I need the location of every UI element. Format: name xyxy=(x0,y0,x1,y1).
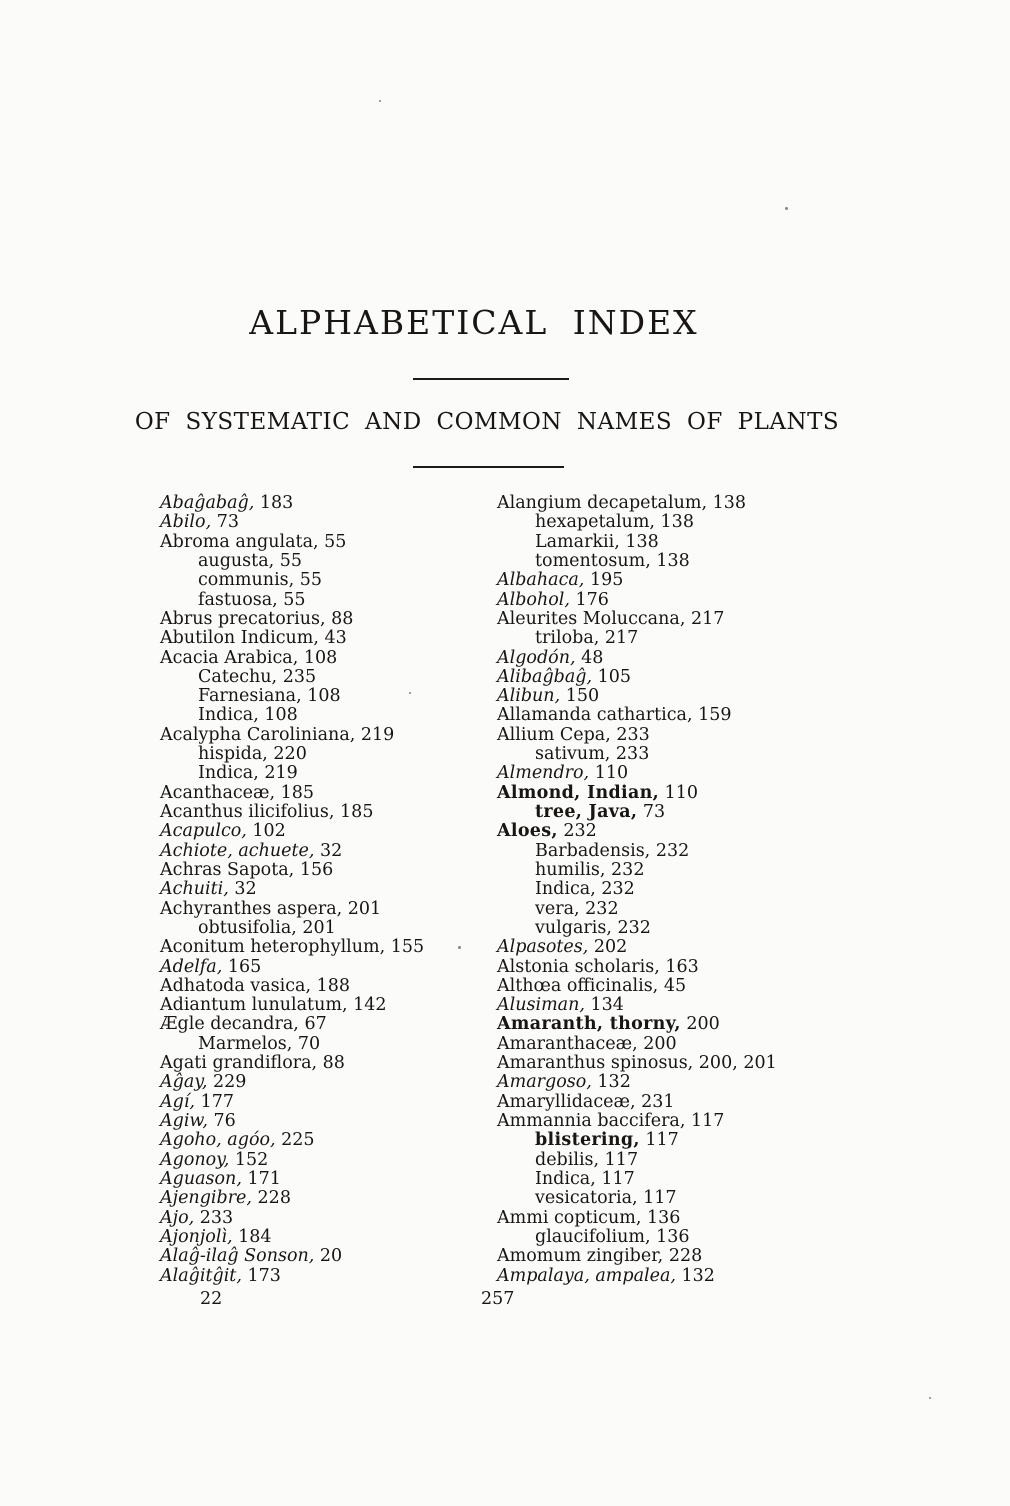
entry-label: Barbadensis, xyxy=(535,840,651,861)
entry-label: Acanthus ilicifolius, xyxy=(160,802,335,822)
entry-label: Ajo, xyxy=(160,1207,195,1228)
entry-page: 108 xyxy=(301,686,341,707)
entry-page: 200 xyxy=(637,1033,677,1054)
index-entry xyxy=(160,822,495,841)
entry-label: vera, xyxy=(535,898,580,919)
page-number: 257 xyxy=(481,1289,515,1309)
entry-label: vesicatoria, xyxy=(535,1188,638,1209)
entry-page: 134 xyxy=(584,995,624,1016)
index-entry xyxy=(497,687,877,706)
index-entry xyxy=(497,996,877,1015)
entry-label: Agati grandiflora, xyxy=(160,1053,318,1074)
entry-page: 188 xyxy=(311,975,350,996)
entry-label: Achiote, achuete, xyxy=(160,840,315,861)
index-entry xyxy=(497,784,877,803)
entry-label: Achyranthes aspera, xyxy=(160,898,343,919)
index-entry xyxy=(497,649,877,668)
entry-page: 55 xyxy=(274,550,303,571)
entry-label: Aguason, xyxy=(160,1168,242,1189)
signature-mark: 22 xyxy=(200,1289,223,1309)
entry-page: 117 xyxy=(637,1188,677,1209)
entry-label: Amaranth, thorny, xyxy=(497,1014,681,1035)
entry-label: Ammi copticum, xyxy=(497,1207,642,1228)
entry-page: 132 xyxy=(675,1265,715,1286)
entry-page: 70 xyxy=(292,1033,321,1054)
entry-label: Albahaca, xyxy=(497,570,585,591)
entry-label: Alangium decapetalum, xyxy=(497,493,708,513)
index-entry xyxy=(160,977,495,996)
entry-page: 200, 201 xyxy=(693,1053,777,1074)
index-entry xyxy=(160,571,495,590)
entry-page: 138 xyxy=(707,493,746,513)
index-entry xyxy=(497,1035,877,1054)
index-entry xyxy=(160,745,495,764)
index-entry xyxy=(497,1131,877,1150)
entry-page: 200 xyxy=(680,1014,720,1035)
entry-page: 108 xyxy=(258,705,298,726)
index-entry xyxy=(497,764,877,783)
index-entry xyxy=(160,1170,495,1189)
entry-page: 217 xyxy=(599,628,639,649)
entry-page: 150 xyxy=(560,686,600,707)
index-entry xyxy=(160,513,495,532)
entry-label: humilis, xyxy=(535,859,606,880)
entry-label: Acapulco, xyxy=(160,821,247,842)
index-entry xyxy=(160,610,495,629)
entry-page: 232 xyxy=(650,840,690,861)
index-entry xyxy=(160,803,495,822)
entry-page: 201 xyxy=(296,917,336,938)
index-entry xyxy=(497,745,877,764)
entry-label: Ammannia baccifera, xyxy=(497,1111,686,1131)
index-entry xyxy=(497,1093,877,1112)
entry-page: 117 xyxy=(595,1168,635,1189)
entry-page: 138 xyxy=(654,512,694,533)
entry-label: Abroma angulata, xyxy=(160,531,319,552)
entry-label: Ampalaya, ampalea, xyxy=(497,1265,676,1286)
entry-page: 232 xyxy=(611,917,651,938)
entry-page: 73 xyxy=(211,512,239,533)
entry-page: 117 xyxy=(599,1149,639,1170)
entry-page: 48 xyxy=(575,647,604,668)
entry-page: 45 xyxy=(658,975,687,996)
index-entry xyxy=(160,919,495,938)
entry-page: 156 xyxy=(294,859,334,880)
index-entry xyxy=(160,880,495,899)
entry-label: Abrus precatorius, xyxy=(160,608,326,629)
index-entry xyxy=(497,706,877,725)
index-entry xyxy=(497,919,877,938)
entry-label: Algodón, xyxy=(497,647,576,668)
entry-page: 232 xyxy=(557,821,597,842)
title-divider-rule xyxy=(413,378,569,380)
entry-label: tree, Java, xyxy=(535,802,638,822)
entry-label: glaucifolium, xyxy=(535,1226,651,1247)
entry-label: Adhatoda vasica, xyxy=(160,975,312,996)
index-entry xyxy=(497,958,877,977)
entry-label: vulgaris, xyxy=(535,917,612,938)
entry-page: 138 xyxy=(650,550,690,571)
index-entry xyxy=(160,706,495,725)
index-entry xyxy=(160,552,495,571)
entry-label: augusta, xyxy=(198,550,275,571)
entry-page: 219 xyxy=(355,724,395,745)
page-title: ALPHABETICAL INDEX xyxy=(249,303,699,342)
entry-page: 55 xyxy=(294,570,323,591)
index-entry xyxy=(497,1151,877,1170)
entry-page: 219 xyxy=(258,763,298,784)
entry-page: 88 xyxy=(325,608,354,629)
entry-label: communis, xyxy=(198,570,295,591)
entry-label: Aleurites Moluccana, xyxy=(497,608,686,629)
entry-page: 195 xyxy=(584,570,624,591)
index-entry xyxy=(497,668,877,687)
index-entry xyxy=(497,726,877,745)
entry-page: 67 xyxy=(298,1014,327,1035)
index-entry xyxy=(497,513,877,532)
entry-label: Acalypha Caroliniana, xyxy=(160,724,356,745)
entry-label: Achras Sapota, xyxy=(160,859,295,880)
entry-page: 110 xyxy=(659,782,698,803)
entry-label: Farnesiana, xyxy=(198,686,302,707)
entry-label: Agiw, xyxy=(160,1111,208,1131)
scan-speck xyxy=(379,100,381,102)
index-entry xyxy=(160,629,495,648)
index-entry xyxy=(160,726,495,745)
entry-label: Amomum zingiber, xyxy=(497,1246,664,1267)
scan-speck xyxy=(785,207,788,210)
index-entry xyxy=(160,958,495,977)
entry-label: Marmelos, xyxy=(198,1033,293,1054)
entry-label: Allamanda cathartica, xyxy=(497,705,693,726)
entry-label: Allium Cepa, xyxy=(497,724,611,745)
index-entry xyxy=(160,1035,495,1054)
index-entry xyxy=(160,591,495,610)
index-entry xyxy=(497,494,877,513)
entry-label: Catechu, xyxy=(198,666,278,687)
entry-label: Lamarkii, xyxy=(535,531,620,552)
index-entry xyxy=(497,900,877,919)
entry-page: 233 xyxy=(610,724,650,745)
entry-label: Adiantum lunulatum, xyxy=(160,995,348,1016)
index-entry xyxy=(497,1189,877,1208)
entry-label: Almond, Indian, xyxy=(497,782,660,803)
index-entry xyxy=(497,1170,877,1189)
index-entry xyxy=(497,803,877,822)
entry-label: Althœa officinalis, xyxy=(497,975,659,996)
index-entry xyxy=(497,1073,877,1092)
index-column-right xyxy=(497,494,877,1286)
index-entry xyxy=(497,861,877,880)
index-entry xyxy=(497,610,877,629)
index-entry xyxy=(160,842,495,861)
entry-page: 110 xyxy=(589,763,629,784)
entry-page: 155 xyxy=(385,937,425,958)
entry-label: Agonoy, xyxy=(160,1149,230,1170)
entry-label: debilis, xyxy=(535,1149,600,1170)
entry-label: Abilo, xyxy=(160,512,212,533)
entry-label: Agí, xyxy=(160,1091,195,1112)
subtitle-divider-rule xyxy=(413,466,564,468)
entry-label: Aloes, xyxy=(497,821,558,842)
entry-label: Alibaĝbaĝ, xyxy=(497,666,593,687)
entry-page: 73 xyxy=(637,802,666,822)
entry-label: triloba, xyxy=(535,628,600,649)
entry-page: 142 xyxy=(347,995,387,1016)
index-entry xyxy=(160,1228,495,1247)
index-entry xyxy=(497,629,877,648)
entry-page: 176 xyxy=(569,589,609,610)
entry-page: 173 xyxy=(241,1265,281,1286)
index-entry xyxy=(160,1073,495,1092)
index-entry xyxy=(497,977,877,996)
entry-page: 132 xyxy=(591,1072,631,1093)
index-entry xyxy=(497,1247,877,1266)
entry-label: Ajonjolì, xyxy=(160,1226,233,1247)
scan-speck xyxy=(929,1397,931,1399)
entry-page: 229 xyxy=(207,1072,247,1093)
index-entry xyxy=(160,1015,495,1034)
index-entry xyxy=(160,1209,495,1228)
entry-label: hispida, xyxy=(198,744,268,765)
entry-label: Ajengibre, xyxy=(160,1188,252,1209)
entry-page: 55 xyxy=(277,589,306,610)
entry-label: Acanthaceæ, xyxy=(160,782,276,803)
index-entry xyxy=(160,861,495,880)
entry-page: 217 xyxy=(685,608,725,629)
entry-label: blistering, xyxy=(535,1130,640,1151)
entry-page: 136 xyxy=(641,1207,681,1228)
entry-page: 20 xyxy=(314,1246,343,1267)
index-entry xyxy=(160,649,495,668)
entry-label: Agoho, agóo, xyxy=(160,1130,276,1151)
entry-label: Aconitum heterophyllum, xyxy=(160,937,386,958)
entry-page: 232 xyxy=(579,898,619,919)
index-entry xyxy=(497,822,877,841)
page-subtitle: OF SYSTEMATIC AND COMMON NAMES OF PLANTS xyxy=(134,409,840,435)
entry-label: Acacia Arabica, xyxy=(160,647,299,668)
entry-page: 159 xyxy=(692,705,732,726)
entry-page: 88 xyxy=(317,1053,345,1074)
entry-page: 138 xyxy=(619,531,659,552)
entry-page: 102 xyxy=(246,821,286,842)
entry-page: 152 xyxy=(229,1149,269,1170)
index-entry xyxy=(160,1112,495,1131)
index-entry xyxy=(497,842,877,861)
entry-page: 32 xyxy=(228,879,257,900)
entry-page: 171 xyxy=(241,1168,281,1189)
entry-page: 233 xyxy=(610,744,650,765)
entry-label: Alibun, xyxy=(497,686,561,707)
entry-page: 163 xyxy=(659,956,699,977)
entry-label: Adelfa, xyxy=(160,956,223,977)
entry-label: Alaĝitĝit, xyxy=(160,1265,242,1286)
entry-label: Indica, xyxy=(535,1168,596,1189)
entry-page: 235 xyxy=(277,666,317,687)
index-entry xyxy=(160,494,495,513)
entry-label: Amaryllidaceæ, xyxy=(497,1091,636,1112)
index-entry xyxy=(160,668,495,687)
index-entry xyxy=(497,571,877,590)
entry-page: 202 xyxy=(588,937,628,958)
entry-page: 105 xyxy=(592,666,632,687)
index-entry xyxy=(497,533,877,552)
entry-page: 76 xyxy=(207,1111,236,1131)
entry-label: sativum, xyxy=(535,744,611,765)
entry-label: Indica, xyxy=(198,705,259,726)
entry-page: 117 xyxy=(639,1130,679,1151)
index-entry xyxy=(160,1054,495,1073)
entry-page: 225 xyxy=(275,1130,315,1151)
entry-page: 184 xyxy=(232,1226,272,1247)
entry-page: 233 xyxy=(194,1207,234,1228)
index-entry xyxy=(160,1131,495,1150)
entry-label: hexapetalum, xyxy=(535,512,655,533)
entry-page: 201 xyxy=(342,898,382,919)
index-entry xyxy=(497,880,877,899)
index-entry xyxy=(497,938,877,957)
entry-label: Amargoso, xyxy=(497,1072,592,1093)
entry-label: Abaĝabaĝ, xyxy=(160,493,255,513)
index-entry xyxy=(497,591,877,610)
index-entry xyxy=(160,900,495,919)
entry-page: 220 xyxy=(267,744,307,765)
scan-speck xyxy=(458,946,461,949)
entry-page: 185 xyxy=(334,802,374,822)
index-entry xyxy=(497,1054,877,1073)
entry-page: 228 xyxy=(251,1188,291,1209)
index-entry xyxy=(497,1228,877,1247)
index-entry xyxy=(160,1151,495,1170)
entry-label: tomentosum, xyxy=(535,550,651,571)
index-entry xyxy=(160,1267,495,1286)
entry-page: 177 xyxy=(195,1091,234,1112)
index-entry xyxy=(160,1189,495,1208)
entry-page: 232 xyxy=(605,859,645,880)
entry-page: 43 xyxy=(318,628,347,649)
entry-label: Amaranthaceæ, xyxy=(497,1033,638,1054)
entry-label: Indica, xyxy=(198,763,259,784)
entry-page: 117 xyxy=(685,1111,725,1131)
index-entry xyxy=(160,1093,495,1112)
index-entry xyxy=(497,1015,877,1034)
entry-label: Almendro, xyxy=(497,763,590,784)
entry-page: 228 xyxy=(663,1246,703,1267)
index-column-left xyxy=(160,494,495,1286)
index-entry xyxy=(160,533,495,552)
entry-label: obtusifolia, xyxy=(198,917,297,938)
entry-label: Alaĝ-ilaĝ Sonson, xyxy=(160,1246,315,1267)
index-entry xyxy=(160,784,495,803)
index-entry xyxy=(160,764,495,783)
entry-label: Amaranthus spinosus, xyxy=(497,1053,694,1074)
entry-label: Indica, xyxy=(535,879,596,900)
entry-label: Alstonia scholaris, xyxy=(497,956,660,977)
index-entry xyxy=(160,687,495,706)
entry-page: 32 xyxy=(314,840,343,861)
entry-page: 136 xyxy=(650,1226,690,1247)
index-entry xyxy=(497,1267,877,1286)
entry-page: 185 xyxy=(275,782,315,803)
entry-label: Alpasotes, xyxy=(497,937,589,958)
entry-page: 183 xyxy=(254,493,294,513)
entry-label: Ægle decandra, xyxy=(160,1014,299,1035)
entry-label: fastuosa, xyxy=(198,589,278,610)
entry-page: 232 xyxy=(595,879,635,900)
index-entry xyxy=(497,552,877,571)
entry-label: Albohol, xyxy=(497,589,570,610)
entry-page: 108 xyxy=(298,647,338,668)
entry-label: Aĝay, xyxy=(160,1072,208,1093)
entry-label: Achuiti, xyxy=(160,879,229,900)
entry-label: Alusiman, xyxy=(497,995,585,1016)
index-entry xyxy=(160,1247,495,1266)
index-entry xyxy=(160,996,495,1015)
index-entry xyxy=(497,1112,877,1131)
index-entry xyxy=(497,1209,877,1228)
index-entry xyxy=(160,938,495,957)
entry-page: 165 xyxy=(222,956,262,977)
entry-page: 55 xyxy=(318,531,347,552)
entry-label: Abutilon Indicum, xyxy=(160,628,319,649)
scan-speck xyxy=(409,692,411,694)
entry-page: 231 xyxy=(635,1091,675,1112)
